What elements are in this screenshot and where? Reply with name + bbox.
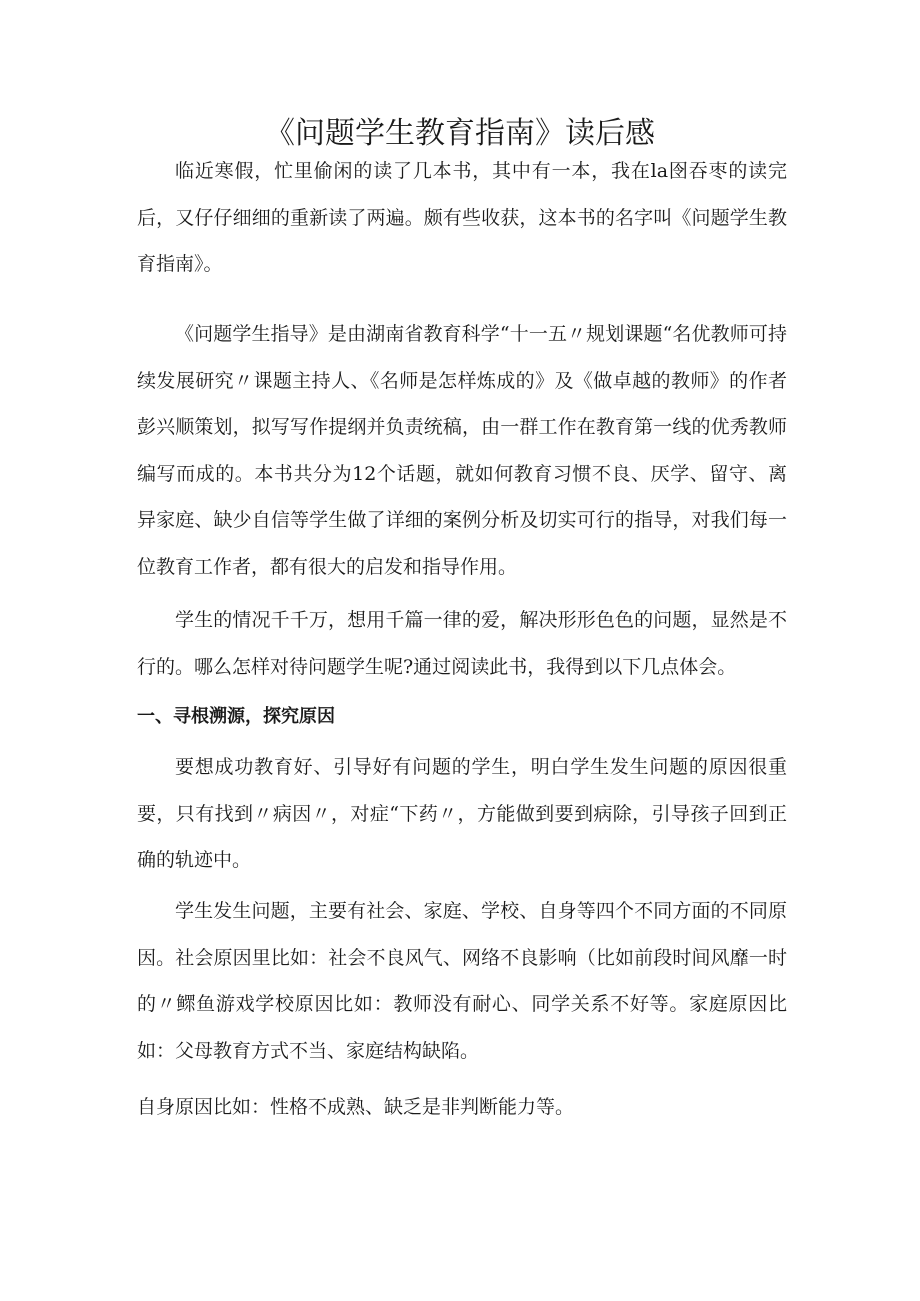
paragraph-book-description: 《问题学生指导》是由湖南省教育科学“十一五〃规划课题“名优教师可持续发展研究〃课题主持人、《名师是怎样炼成的》及《做卓越的教师》的作者彭兴顺策划，拟写写作提纲并负责统稿，由一群工作在教育第一线的优秀教师编写而成的。本书共分为12个话题，就如何教育习惯不良、厌学、留守、离异家庭、缺少自信等学生做了详细的案例分析及切实可行的指导，对我们每一位教育工作者，都有很大的启发和指导作用。 [137,323,787,578]
section-heading-1: 一、寻根溯源，探究原因 [137,706,335,727]
paragraph-personal-causes: 自身原因比如：性格不成熟、缺乏是非判断能力等。 [137,1096,575,1118]
paragraph-transition: 学生的情况千千万，想用千篇一律的爱，解决形形色色的问题，显然是不行的。哪么怎样对待问题学生呢?通过阅读此书，我得到以下几点体会。 [137,609,787,678]
paragraph-find-causes: 要想成功教育好、引导好有问题的学生，明白学生发生问题的原因很重要，只有找到〃病因〃，对症“下药〃，方能做到要到病除，引导孩子回到正确的轨迹中。 [137,756,787,871]
paragraph-four-causes: 学生发生问题，主要有社会、家庭、学校、自身等四个不同方面的不同原因。社会原因里比如：社会不良风气、网络不良影响（比如前段时间风靡一时的〃鳏鱼游戏学校原因比如：教师没有耐心、同学关系不好等。家庭原因比如：父母教育方式不当、家庭结构缺陷。 [137,900,787,1062]
paragraph-intro: 临近寒假，忙里偷闲的读了几本书，其中有一本，我在la囹吞枣的读完后，又仔仔细细的重新读了两遍。颇有些收获，这本书的名字叫《问题学生教育指南》。 [137,160,787,275]
document-title: 《问题学生教育指南》读后感 [265,116,655,151]
